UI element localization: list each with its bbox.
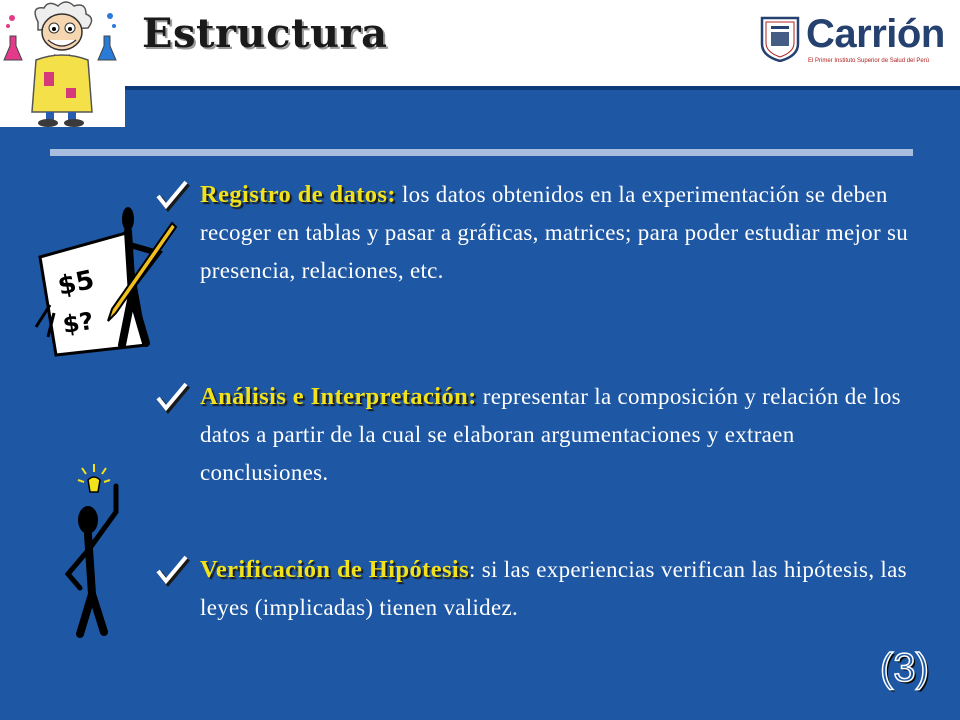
bullet-verificacion [200,551,920,627]
divider [50,149,913,156]
bullet-term: Análisis e Interpretación: [200,383,477,410]
logo-subtitle: El Primer Instituto Superior de Salud del Perú [808,58,930,64]
bullet-text: los datos obtenidos en la experimentación se deben recoger en tablas y pasar a gráficas, matrices; para poder estudiar mejor su presencia, relaciones, etc. [200,182,909,283]
sign-text-1: $5 [55,264,97,302]
bullet-text: representar la composición y relación de los datos a partir de la cual se elaboran argumentaciones y extraen conclusiones. [200,384,901,485]
drawing-figure-icon [28,205,188,360]
page-number: (3) [880,646,929,690]
page-title: Estructura [142,10,388,57]
check-icon [152,176,192,214]
logo-name: Carrión [806,12,945,56]
check-icon [152,378,192,416]
idea-figure-icon [58,462,138,642]
header-line [125,86,960,90]
check-icon [152,551,192,589]
bullet-registro [200,176,920,290]
sign-text-2: $? [60,306,96,339]
bullet-term: Verificación de Hipótesis [200,556,470,583]
mascot-scientist-icon [0,0,125,127]
carrion-logo-icon [758,14,953,72]
bullet-analisis [200,378,920,492]
bullet-term: Registro de datos: [200,181,396,208]
bullet-text: : si las experiencias verifican las hipótesis, las leyes (implicadas) tienen validez. [200,557,907,620]
